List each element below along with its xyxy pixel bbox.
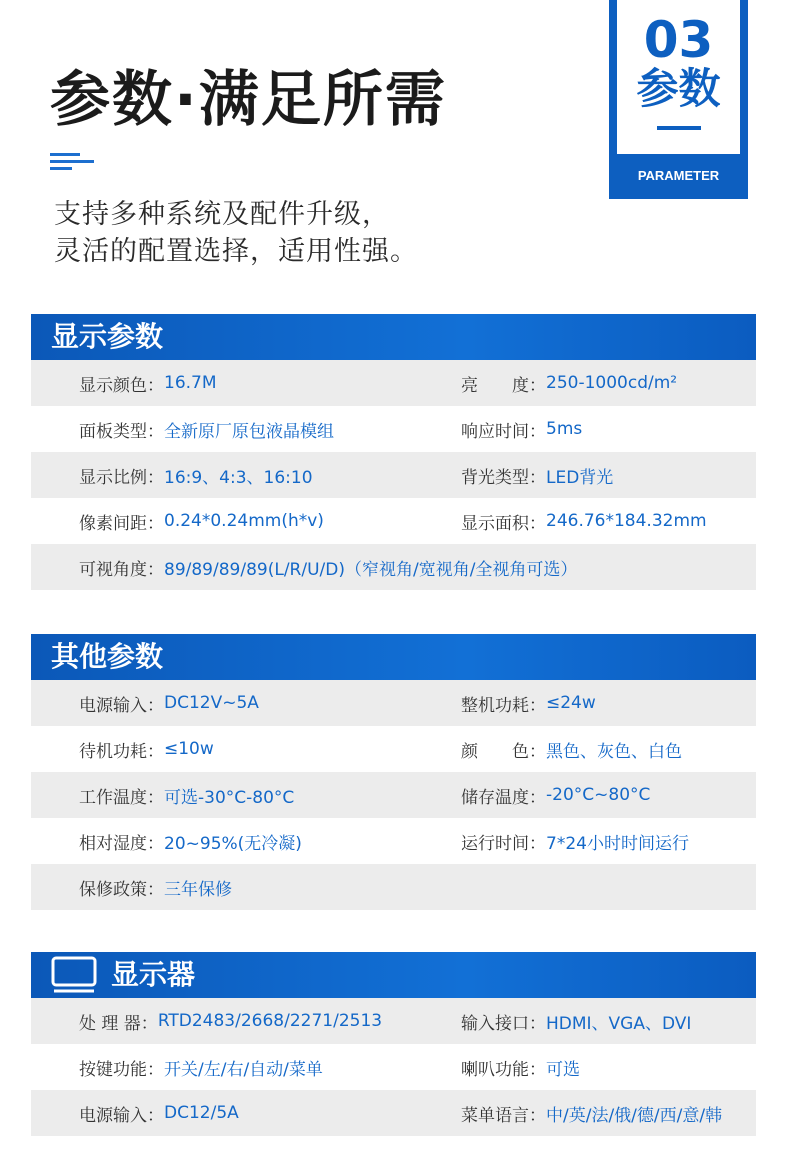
- param-key: 显示颜色：: [79, 375, 164, 396]
- param-key: 电源输入：: [79, 695, 164, 716]
- section-title: 显示参数: [51, 320, 164, 353]
- table-row: [31, 360, 756, 406]
- table-row: [31, 772, 756, 818]
- param-key: 像素间距：: [79, 513, 164, 534]
- param-value: 16:9、4:3、16:10: [164, 467, 313, 488]
- subtitle-line-1: 支持多种系统及配件升级，: [54, 199, 390, 230]
- param-value: 16.7M: [164, 373, 217, 393]
- table-row: [31, 406, 756, 452]
- param-key: 整机功耗：: [461, 695, 546, 716]
- param-value: DC12/5A: [164, 1103, 239, 1123]
- param-key: 输入接口：: [461, 1013, 546, 1034]
- param-key: 工作温度：: [79, 787, 164, 808]
- param-key: 电源输入：: [79, 1105, 164, 1126]
- monitor-icon: [51, 956, 97, 994]
- monitor-section: [31, 952, 756, 1136]
- table-row: [31, 498, 756, 544]
- param-key: 可视角度：: [79, 559, 164, 580]
- param-key: 保修政策：: [79, 879, 164, 900]
- param-value: HDMI、VGA、DVI: [546, 1013, 692, 1034]
- param-value: 7*24小时时间运行: [546, 833, 689, 854]
- page-subtitle: [54, 196, 418, 270]
- param-key: 显示比例：: [79, 467, 164, 488]
- param-value: LED背光: [546, 467, 614, 488]
- display-params-section: [31, 314, 756, 590]
- section-header: [31, 314, 756, 360]
- param-value: 5ms: [546, 419, 583, 439]
- param-key: 亮 度：: [461, 375, 546, 396]
- section-badge: [609, 0, 748, 199]
- param-key: 喇叭功能：: [461, 1059, 546, 1080]
- param-value: 中/英/法/俄/德/西/意/韩: [546, 1105, 723, 1126]
- other-params-section: [31, 634, 756, 910]
- param-value: 三年保修: [164, 879, 232, 900]
- param-value: DC12V~5A: [164, 693, 259, 713]
- badge-english: PARAMETER: [637, 168, 720, 183]
- section-header: [31, 634, 756, 680]
- badge-divider: [657, 126, 701, 130]
- param-value: 20~95%(无冷凝): [164, 833, 302, 854]
- table-row: [31, 818, 756, 864]
- param-key: 显示面积：: [461, 513, 546, 534]
- param-key: 待机功耗：: [79, 741, 164, 762]
- param-value: ≤10w: [164, 739, 214, 759]
- table-row: [31, 1044, 756, 1090]
- param-value: RTD2483/2668/2271/2513: [157, 1011, 383, 1031]
- section-title: 显示器: [111, 958, 196, 991]
- param-value: 246.76*184.32mm: [546, 511, 707, 531]
- table-row: [31, 998, 756, 1044]
- param-key: 响应时间：: [461, 421, 546, 442]
- badge-label: 参数: [636, 64, 721, 113]
- param-value: -20°C~80°C: [546, 785, 651, 805]
- param-value: 可选: [546, 1059, 580, 1080]
- badge-number: 03: [643, 11, 714, 69]
- param-key: 运行时间：: [461, 833, 546, 854]
- param-key: 按键功能：: [79, 1059, 164, 1080]
- table-row: [31, 726, 756, 772]
- param-value: 黑色、灰色、白色: [546, 741, 682, 762]
- param-value: 可选-30°C-80°C: [164, 787, 295, 808]
- page-title: 参数·满足所需: [50, 65, 447, 135]
- param-value: ≤24w: [546, 693, 596, 713]
- param-key: 储存温度：: [461, 787, 546, 808]
- menu-lines-icon: [50, 153, 94, 174]
- param-key: 菜单语言：: [461, 1105, 546, 1126]
- param-value: 89/89/89/89(L/R/U/D)（窄视角/宽视角/全视角可选）: [164, 559, 578, 580]
- param-value: 0.24*0.24mm(h*v): [164, 511, 324, 531]
- param-value: 250-1000cd/m²: [546, 373, 678, 393]
- param-key: 相对湿度：: [79, 833, 164, 854]
- section-title: 其他参数: [51, 640, 164, 673]
- subtitle-line-2: 灵活的配置选择，适用性强。: [54, 236, 418, 267]
- table-row: [31, 452, 756, 498]
- table-row: [31, 1090, 756, 1136]
- section-header: [31, 952, 756, 998]
- table-row: [31, 864, 756, 910]
- param-value: 全新原厂原包液晶模组: [164, 421, 334, 442]
- param-value: 开关/左/右/自动/菜单: [164, 1059, 323, 1080]
- param-key: 处 理 器：: [79, 1013, 158, 1034]
- table-row: [31, 544, 756, 590]
- table-row: [31, 680, 756, 726]
- param-key: 颜 色：: [461, 741, 546, 762]
- param-key: 背光类型：: [461, 467, 546, 488]
- param-key: 面板类型：: [79, 421, 164, 442]
